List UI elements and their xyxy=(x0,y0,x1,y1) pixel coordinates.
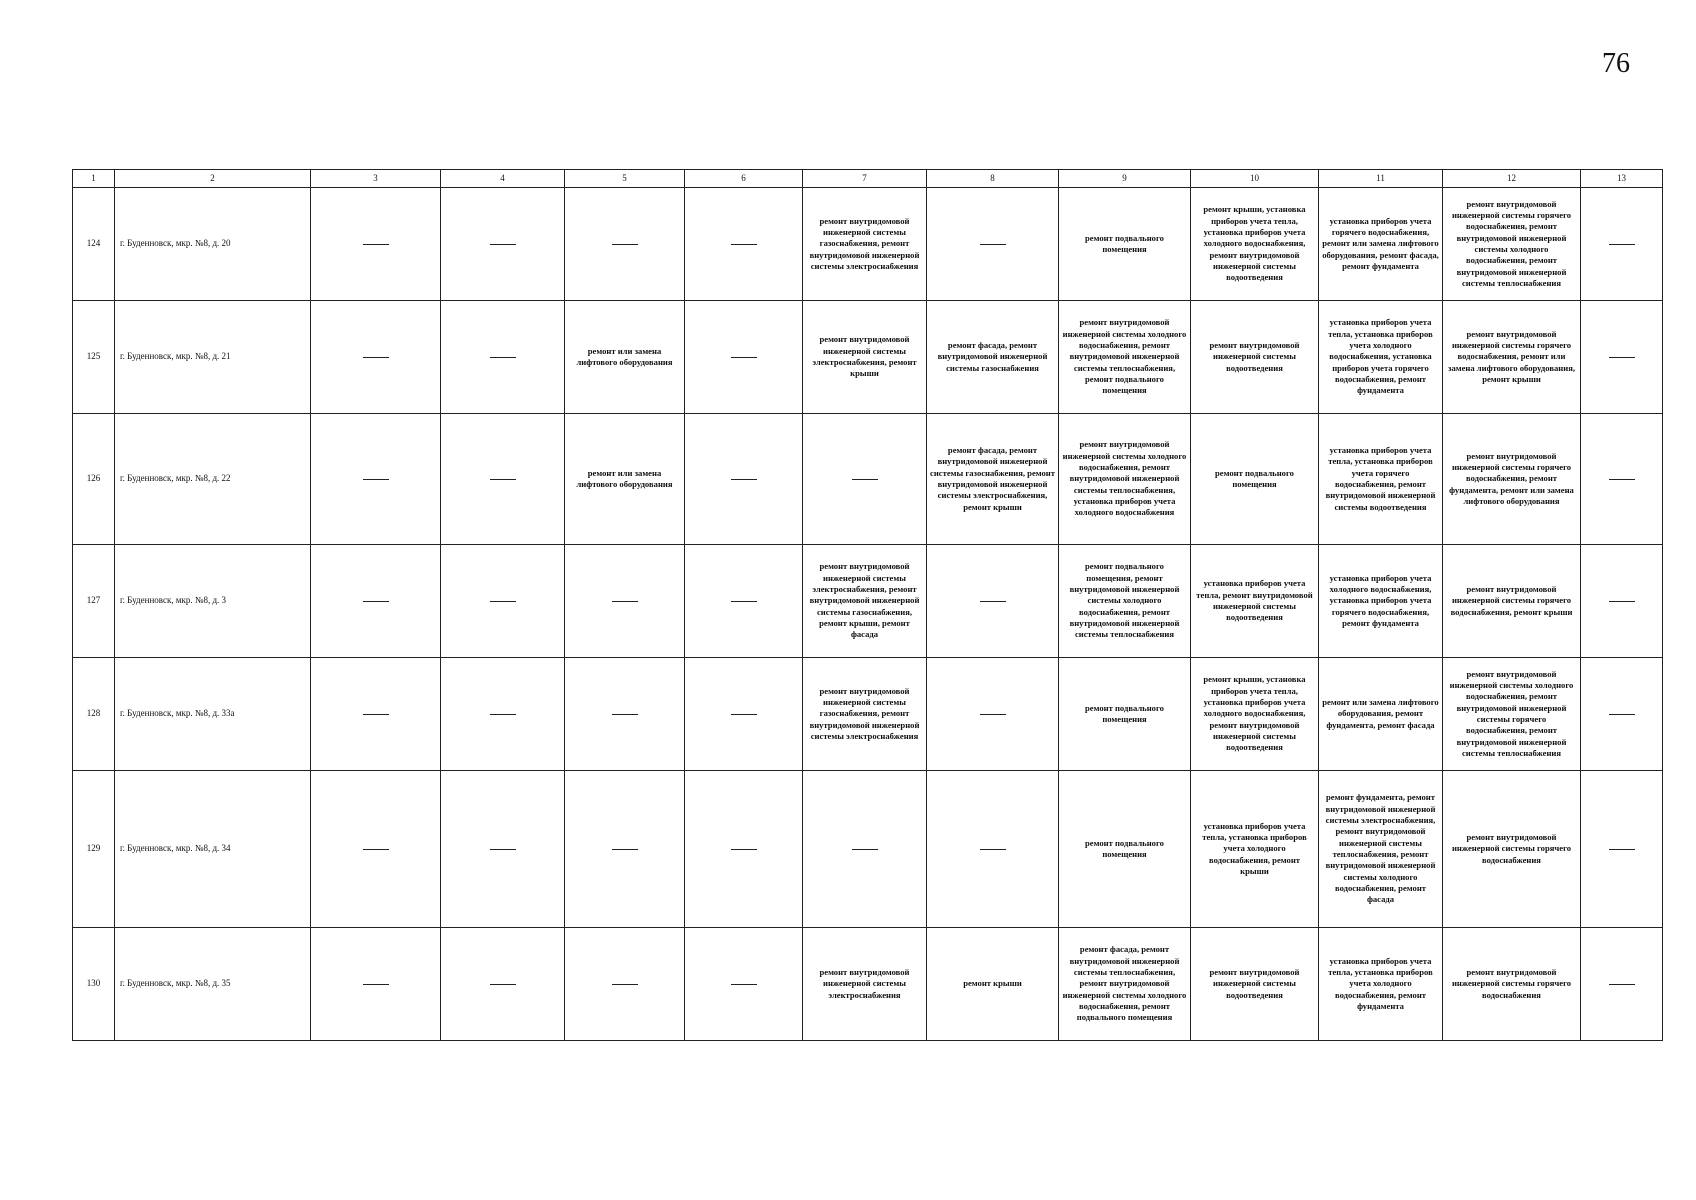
empty-dash-cell xyxy=(927,658,1059,771)
table-row xyxy=(73,771,1663,928)
work-type-cell: ремонт внутридомовой инженерной системы холодного водоснабжения, ремонт внутридомовой инженерной системы горячего водоснабжения, ремонт внутридомовой инженерной системы теплоснабжения xyxy=(1443,658,1581,771)
dash-mark xyxy=(1609,244,1635,245)
dash-mark xyxy=(612,984,638,985)
empty-dash-cell xyxy=(311,545,441,658)
dash-mark xyxy=(612,714,638,715)
dash-mark xyxy=(852,849,878,850)
empty-dash-cell xyxy=(1581,414,1663,545)
empty-dash-cell xyxy=(311,771,441,928)
column-header: 1 xyxy=(73,170,115,188)
work-type-cell: установка приборов учета тепла, установка приборов учета холодного водоснабжения, установка приборов учета горячего водоснабжения, ремонт фундамента xyxy=(1319,301,1443,414)
address-cell: г. Буденновск, мкр. №8, д. 34 xyxy=(115,771,311,928)
work-type-cell: ремонт внутридомовой инженерной системы водоотведения xyxy=(1191,301,1319,414)
empty-dash-cell xyxy=(311,928,441,1041)
empty-dash-cell xyxy=(803,414,927,545)
empty-dash-cell xyxy=(565,928,685,1041)
empty-dash-cell xyxy=(441,658,565,771)
table-row xyxy=(73,545,1663,658)
work-type-cell: установка приборов учета тепла, ремонт внутридомовой инженерной системы водоотведения xyxy=(1191,545,1319,658)
row-number: 126 xyxy=(73,414,115,545)
empty-dash-cell xyxy=(685,188,803,301)
empty-dash-cell xyxy=(311,414,441,545)
dash-mark xyxy=(490,479,516,480)
dash-mark xyxy=(980,714,1006,715)
empty-dash-cell xyxy=(685,414,803,545)
table-row xyxy=(73,301,1663,414)
table-row xyxy=(73,658,1663,771)
empty-dash-cell xyxy=(927,188,1059,301)
empty-dash-cell xyxy=(1581,188,1663,301)
table-row xyxy=(73,414,1663,545)
empty-dash-cell xyxy=(803,771,927,928)
empty-dash-cell xyxy=(1581,928,1663,1041)
dash-mark xyxy=(1609,984,1635,985)
empty-dash-cell xyxy=(441,188,565,301)
address-cell: г. Буденновск, мкр. №8, д. 35 xyxy=(115,928,311,1041)
work-type-cell: ремонт подвального помещения xyxy=(1059,188,1191,301)
dash-mark xyxy=(612,849,638,850)
work-type-cell: ремонт крыши, установка приборов учета тепла, установка приборов учета холодного водоснабжения, ремонт внутридомовой инженерной системы водоотведения xyxy=(1191,188,1319,301)
dash-mark xyxy=(490,601,516,602)
dash-mark xyxy=(490,357,516,358)
work-type-cell: ремонт внутридомовой инженерной системы электроснабжения, ремонт крыши xyxy=(803,301,927,414)
empty-dash-cell xyxy=(441,414,565,545)
work-type-cell: установка приборов учета тепла, установка приборов учета холодного водоснабжения, ремонт фундамента xyxy=(1319,928,1443,1041)
empty-dash-cell xyxy=(441,771,565,928)
column-header: 9 xyxy=(1059,170,1191,188)
dash-mark xyxy=(980,849,1006,850)
work-type-cell: ремонт внутридомовой инженерной системы горячего водоснабжения, ремонт крыши xyxy=(1443,545,1581,658)
dash-mark xyxy=(980,601,1006,602)
column-header: 11 xyxy=(1319,170,1443,188)
work-type-cell: ремонт внутридомовой инженерной системы холодного водоснабжения, ремонт внутридомовой инженерной системы теплоснабжения, ремонт подвального помещения xyxy=(1059,301,1191,414)
work-type-cell: ремонт внутридомовой инженерной системы холодного водоснабжения, ремонт внутридомовой инженерной системы теплоснабжения, установка приборов учета холодного водоснабжения xyxy=(1059,414,1191,545)
work-type-cell: ремонт крыши, установка приборов учета тепла, установка приборов учета холодного водоснабжения, ремонт внутридомовой инженерной системы водоотведения xyxy=(1191,658,1319,771)
dash-mark xyxy=(490,714,516,715)
row-number: 130 xyxy=(73,928,115,1041)
dash-mark xyxy=(1609,849,1635,850)
empty-dash-cell xyxy=(1581,301,1663,414)
empty-dash-cell xyxy=(441,301,565,414)
row-number: 124 xyxy=(73,188,115,301)
empty-dash-cell xyxy=(927,545,1059,658)
column-number-row xyxy=(73,170,1663,188)
dash-mark xyxy=(731,984,757,985)
dash-mark xyxy=(490,984,516,985)
empty-dash-cell xyxy=(685,301,803,414)
work-type-cell: ремонт внутридомовой инженерной системы водоотведения xyxy=(1191,928,1319,1041)
dash-mark xyxy=(363,357,389,358)
dash-mark xyxy=(731,244,757,245)
work-type-cell: ремонт внутридомовой инженерной системы горячего водоснабжения, ремонт фундамента, ремонт или замена лифтового оборудования xyxy=(1443,414,1581,545)
table-body xyxy=(73,188,1663,1041)
row-number: 127 xyxy=(73,545,115,658)
column-header: 2 xyxy=(115,170,311,188)
dash-mark xyxy=(363,601,389,602)
dash-mark xyxy=(363,714,389,715)
dash-mark xyxy=(1609,714,1635,715)
column-header: 6 xyxy=(685,170,803,188)
work-type-cell: ремонт внутридомовой инженерной системы газоснабжения, ремонт внутридомовой инженерной системы электроснабжения xyxy=(803,188,927,301)
empty-dash-cell xyxy=(685,658,803,771)
row-number: 129 xyxy=(73,771,115,928)
dash-mark xyxy=(612,601,638,602)
empty-dash-cell xyxy=(1581,658,1663,771)
dash-mark xyxy=(363,244,389,245)
empty-dash-cell xyxy=(565,771,685,928)
column-header: 5 xyxy=(565,170,685,188)
table-row xyxy=(73,188,1663,301)
dash-mark xyxy=(731,601,757,602)
column-header: 7 xyxy=(803,170,927,188)
work-type-cell: ремонт подвального помещения xyxy=(1059,658,1191,771)
dash-mark xyxy=(980,244,1006,245)
dash-mark xyxy=(363,479,389,480)
work-type-cell: ремонт внутридомовой инженерной системы горячего водоснабжения xyxy=(1443,928,1581,1041)
column-header: 12 xyxy=(1443,170,1581,188)
empty-dash-cell xyxy=(311,301,441,414)
address-cell: г. Буденновск, мкр. №8, д. 21 xyxy=(115,301,311,414)
work-type-cell: ремонт или замена лифтового оборудования xyxy=(565,301,685,414)
dash-mark xyxy=(1609,479,1635,480)
work-type-cell: ремонт фасада, ремонт внутридомовой инженерной системы газоснабжения xyxy=(927,301,1059,414)
address-cell: г. Буденновск, мкр. №8, д. 20 xyxy=(115,188,311,301)
address-cell: г. Буденновск, мкр. №8, д. 22 xyxy=(115,414,311,545)
work-type-cell: ремонт фасада, ремонт внутридомовой инженерной системы газоснабжения, ремонт внутридомовой инженерной системы электроснабжения, ремонт крыши xyxy=(927,414,1059,545)
work-type-cell: ремонт или замена лифтового оборудования, ремонт фундамента, ремонт фасада xyxy=(1319,658,1443,771)
work-type-cell: ремонт фундамента, ремонт внутридомовой инженерной системы электроснабжения, ремонт внутридомовой инженерной системы теплоснабжения, ремонт внутридомовой инженерной системы холодного водоснабжения, ремонт фасада xyxy=(1319,771,1443,928)
work-type-cell: ремонт внутридомовой инженерной системы газоснабжения, ремонт внутридомовой инженерной системы электроснабжения xyxy=(803,658,927,771)
work-type-cell: ремонт подвального помещения xyxy=(1191,414,1319,545)
work-type-cell: установка приборов учета горячего водоснабжения, ремонт или замена лифтового оборудования, ремонт фасада, ремонт фундамента xyxy=(1319,188,1443,301)
work-type-cell: ремонт внутридомовой инженерной системы горячего водоснабжения, ремонт внутридомовой инженерной системы холодного водоснабжения, ремонт внутридомовой инженерной системы теплоснабжения xyxy=(1443,188,1581,301)
work-type-cell: установка приборов учета тепла, установка приборов учета холодного водоснабжения, ремонт крыши xyxy=(1191,771,1319,928)
work-type-cell: установка приборов учета холодного водоснабжения, установка приборов учета горячего водоснабжения, ремонт фундамента xyxy=(1319,545,1443,658)
work-type-cell: ремонт подвального помещения, ремонт внутридомовой инженерной системы холодного водоснабжения, ремонт внутридомовой инженерной системы теплоснабжения xyxy=(1059,545,1191,658)
empty-dash-cell xyxy=(1581,771,1663,928)
dash-mark xyxy=(852,479,878,480)
column-header: 10 xyxy=(1191,170,1319,188)
dash-mark xyxy=(731,714,757,715)
dash-mark xyxy=(490,849,516,850)
empty-dash-cell xyxy=(927,771,1059,928)
dash-mark xyxy=(1609,357,1635,358)
dash-mark xyxy=(490,244,516,245)
empty-dash-cell xyxy=(441,928,565,1041)
dash-mark xyxy=(363,849,389,850)
column-header: 8 xyxy=(927,170,1059,188)
address-cell: г. Буденновск, мкр. №8, д. 33а xyxy=(115,658,311,771)
empty-dash-cell xyxy=(685,928,803,1041)
row-number: 128 xyxy=(73,658,115,771)
empty-dash-cell xyxy=(565,188,685,301)
page-number: 76 xyxy=(1602,48,1630,79)
work-type-cell: ремонт крыши xyxy=(927,928,1059,1041)
empty-dash-cell xyxy=(565,545,685,658)
empty-dash-cell xyxy=(565,658,685,771)
work-type-cell: ремонт фасада, ремонт внутридомовой инженерной системы теплоснабжения, ремонт внутридомовой инженерной системы холодного водоснабжения, ремонт подвального помещения xyxy=(1059,928,1191,1041)
dash-mark xyxy=(731,479,757,480)
repair-schedule-table xyxy=(72,169,1663,1041)
dash-mark xyxy=(612,244,638,245)
work-type-cell: ремонт внутридомовой инженерной системы электроснабжения, ремонт внутридомовой инженерной системы газоснабжения, ремонт крыши, ремонт фасада xyxy=(803,545,927,658)
column-header: 3 xyxy=(311,170,441,188)
work-type-cell: установка приборов учета тепла, установка приборов учета горячего водоснабжения, ремонт внутридомовой инженерной системы водоотведения xyxy=(1319,414,1443,545)
work-type-cell: ремонт внутридомовой инженерной системы горячего водоснабжения xyxy=(1443,771,1581,928)
empty-dash-cell xyxy=(1581,545,1663,658)
table-row xyxy=(73,928,1663,1041)
address-cell: г. Буденновск, мкр. №8, д. 3 xyxy=(115,545,311,658)
row-number: 125 xyxy=(73,301,115,414)
work-type-cell: ремонт внутридомовой инженерной системы горячего водоснабжения, ремонт или замена лифтового оборудования, ремонт крыши xyxy=(1443,301,1581,414)
dash-mark xyxy=(1609,601,1635,602)
empty-dash-cell xyxy=(685,545,803,658)
column-header: 4 xyxy=(441,170,565,188)
work-type-cell: ремонт внутридомовой инженерной системы электроснабжения xyxy=(803,928,927,1041)
empty-dash-cell xyxy=(441,545,565,658)
dash-mark xyxy=(731,849,757,850)
empty-dash-cell xyxy=(685,771,803,928)
column-header: 13 xyxy=(1581,170,1663,188)
work-type-cell: ремонт подвального помещения xyxy=(1059,771,1191,928)
empty-dash-cell xyxy=(311,188,441,301)
empty-dash-cell xyxy=(311,658,441,771)
work-type-cell: ремонт или замена лифтового оборудования xyxy=(565,414,685,545)
dash-mark xyxy=(731,357,757,358)
dash-mark xyxy=(363,984,389,985)
